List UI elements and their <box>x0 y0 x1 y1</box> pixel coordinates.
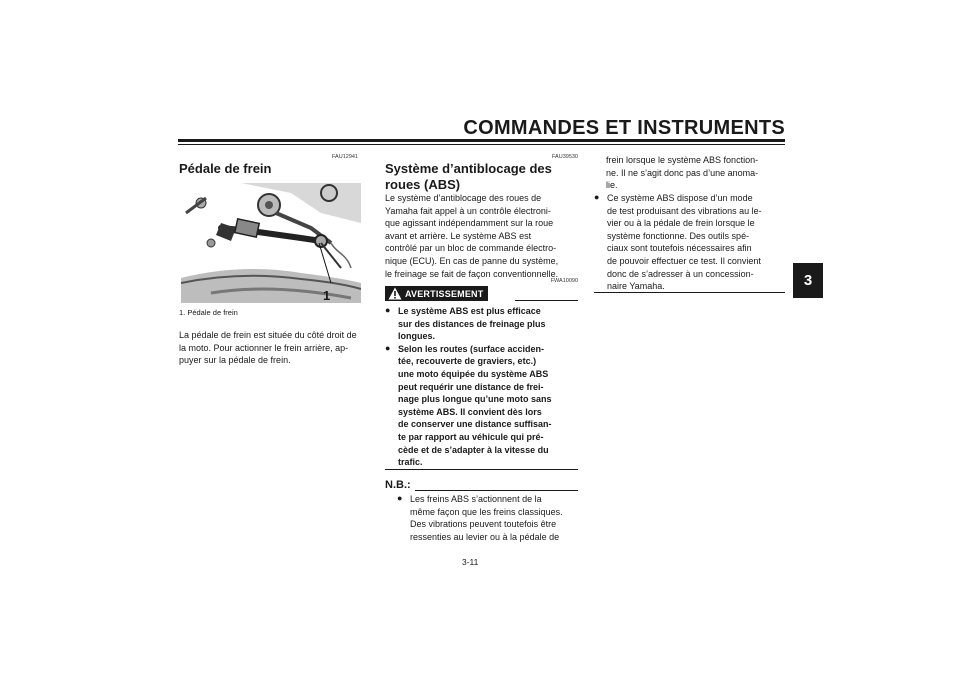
warning-line: de conserver une distance suffisan- <box>398 419 552 430</box>
section-title-line: Système d’antiblocage des <box>385 161 552 176</box>
warning-end-rule <box>385 469 578 470</box>
warning-triangle-icon <box>388 287 402 300</box>
body-line: lie. <box>606 180 618 191</box>
body-line: Yamaha fait appel à un contrôle électroni- <box>385 205 551 216</box>
figure-caption: 1. Pédale de frein <box>179 308 238 317</box>
section-code: FAU12941 <box>332 154 358 160</box>
body-line: Le système d’antiblocage des roues de <box>385 193 542 203</box>
body-line: puyer sur la pédale de frein. <box>179 355 291 366</box>
nb-bullet-item <box>594 192 785 293</box>
header-rule-thin <box>178 144 785 145</box>
nb-line: même façon que les freins classiques. <box>410 506 563 517</box>
nb-line: ressenties au levier ou à la pédale de <box>410 531 560 542</box>
warning-line: peut requérir une distance de frei- <box>398 381 544 392</box>
body-line: ciaux sont toutefois nécessaires afin <box>607 243 752 254</box>
section-code: FAU39530 <box>552 154 578 160</box>
body-line: vier ou à la pédale de frein lorsque le <box>607 218 755 229</box>
body-line: le freinage se fait de façon conventionnelle. <box>385 268 559 279</box>
body-line: contrôlé par un bloc de commande électro- <box>385 243 557 254</box>
figure-callout-number: 1 <box>323 288 331 303</box>
page-number: 3-11 <box>462 557 479 567</box>
warning-rule <box>515 300 578 301</box>
warning-line: sur des distances de freinage plus <box>398 318 546 329</box>
warning-line: longues. <box>398 331 436 342</box>
warning-line: ● Le système ABS est plus efficace <box>398 306 541 316</box>
page-header-title: COMMANDES ET INSTRUMENTS <box>463 117 785 139</box>
nb-continuation <box>606 154 785 192</box>
warning-label: AVERTISSEMENT <box>405 288 484 299</box>
warning-line: tée, recouverte de graviers, etc.) <box>398 356 537 367</box>
body-line: ne. Il ne s’agit donc pas d’une anoma- <box>606 167 759 178</box>
nb-bullet-item <box>397 493 578 543</box>
nb-bullet <box>397 493 578 543</box>
warning-banner <box>385 286 488 301</box>
brake-pedal-figure <box>181 183 361 303</box>
body-line: système fonctionne. Des outils spé- <box>607 230 750 241</box>
warning-line: cède et de s’adapter à la vitesse du <box>398 444 549 455</box>
nb-label: N.B.: <box>385 479 411 491</box>
nb-rule <box>415 490 578 491</box>
nb-line: ● Les freins ABS s’actionnent de la <box>410 494 542 504</box>
body-line: de pouvoir effectuer ce test. Il convient <box>607 255 761 266</box>
warning-line: trafic. <box>398 457 423 468</box>
warning-line: ● Selon les routes (surface acciden- <box>398 343 545 354</box>
header-rule <box>178 139 785 142</box>
section-title-line: roues (ABS) <box>385 177 461 192</box>
warning-code: FWA10090 <box>550 278 578 284</box>
chapter-tab: 3 <box>793 263 823 298</box>
warning-line: nage plus longue qu’une moto sans <box>398 394 552 405</box>
abs-intro-body <box>385 192 578 280</box>
abs-test-bullet <box>594 192 785 293</box>
body-line: naire Yamaha. <box>607 281 665 292</box>
nb-end-rule <box>594 292 785 293</box>
nb-line: Des vibrations peuvent toutefois être <box>410 519 557 530</box>
section-title-brake-pedal: Pédale de frein <box>179 161 272 176</box>
body-line: nique (ECU). En cas de panne du système, <box>385 255 559 266</box>
warning-line: système ABS. Il convient dès lors <box>398 406 542 417</box>
warning-line: une moto équipée du système ABS <box>398 368 549 379</box>
body-line: avant et arrière. Le système ABS est <box>385 230 532 241</box>
warning-bullet <box>385 305 578 343</box>
body-line: donc de s’adresser à un concession- <box>607 268 754 279</box>
body-line: La pédale de frein est située du côté droit de <box>179 330 357 340</box>
body-line: ● Ce système ABS dispose d’un mode <box>607 193 753 203</box>
warning-bullets <box>385 305 578 469</box>
body-line: frein lorsque le système ABS fonction- <box>606 155 759 165</box>
warning-line: te par rapport au véhicule qui pré- <box>398 431 544 442</box>
brake-pedal-body <box>179 329 362 367</box>
body-line: que agissant indépendamment sur la roue <box>385 218 554 229</box>
warning-bullet <box>385 343 578 469</box>
body-line: la moto. Pour actionner le frein arrière, ap- <box>179 342 349 353</box>
section-title-abs <box>385 161 552 193</box>
body-line: de test produisant des vibrations au le- <box>607 205 762 216</box>
brake-pedal-illustration <box>181 183 361 303</box>
